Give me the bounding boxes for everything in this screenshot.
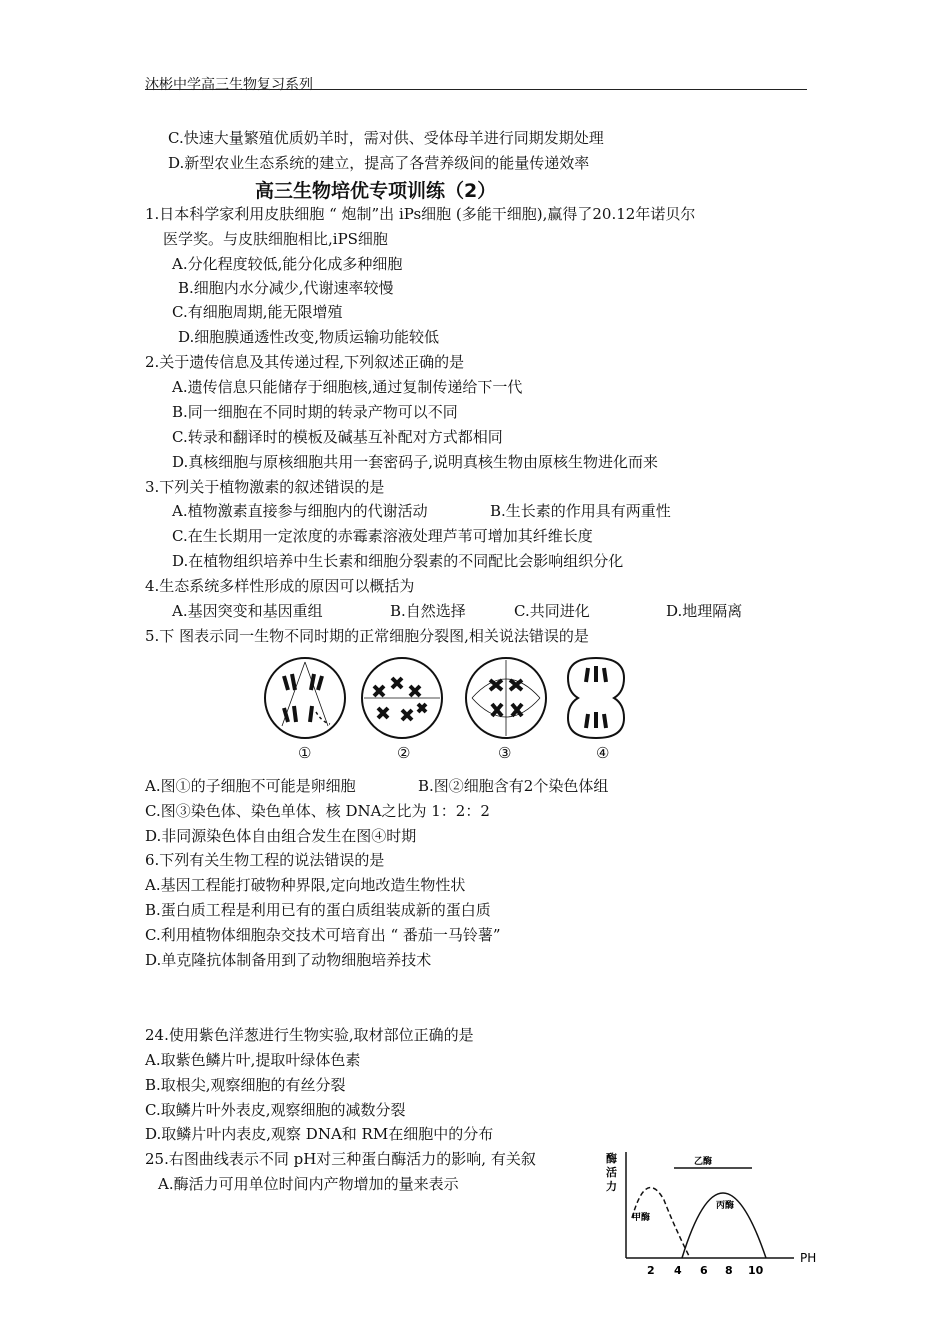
q25-stem: 25.右图曲线表示不同 pH对三种蛋白酶活力的影响, 有关叙 <box>145 1150 536 1168</box>
enzyme-c-label: 丙酶 <box>716 1201 735 1211</box>
q4-option-b: B.自然选择 <box>390 602 466 620</box>
page-title: 高三生物培优专项训练（2） <box>255 180 497 202</box>
q3-option-b: B.生长素的作用具有两重性 <box>490 502 671 520</box>
cell-division-svg <box>262 656 642 766</box>
cell-4-diagram <box>568 658 624 738</box>
q5-option-a: A.图①的子细胞不可能是卵细胞 <box>145 777 356 795</box>
q6-option-b: B.蛋白质工程是利用已有的蛋白质组装成新的蛋白质 <box>145 901 491 919</box>
q1-option-a: A.分化程度较低,能分化成多种细胞 <box>172 255 403 273</box>
q2-option-c: C.转录和翻译时的模板及碱基互补配对方式都相同 <box>172 428 503 446</box>
q3-option-c: C.在生长期用一定浓度的赤霉素溶液处理芦苇可增加其纤维长度 <box>172 527 593 545</box>
y-axis-label-2: 活 <box>606 1166 617 1179</box>
x-tick-6: 6 <box>700 1264 708 1277</box>
enzyme-a-label: 甲酶 <box>632 1213 651 1223</box>
q2-option-d: D.真核细胞与原核细胞共用一套密码子,说明真核生物由原核生物进化而来 <box>172 453 659 471</box>
prev-option-d: D.新型农业生态系统的建立，提高了各营养级间的能量传递效率 <box>168 154 590 172</box>
cell-label-2: ② <box>397 744 411 762</box>
cell-label-4: ④ <box>596 744 610 762</box>
q6-option-a: A.基因工程能打破物种界限,定向地改造生物性状 <box>145 876 466 894</box>
q5-option-d: D.非同源染色体自由组合发生在图④时期 <box>145 827 417 845</box>
x-axis-label: PH <box>800 1251 817 1265</box>
q5-option-b: B.图②细胞含有2个染色体组 <box>418 777 609 795</box>
header-rule <box>145 89 807 90</box>
cell-1-diagram <box>265 658 345 738</box>
x-tick-2: 2 <box>647 1264 655 1277</box>
enzyme-ph-graph <box>604 1148 824 1283</box>
q1-option-c: C.有细胞周期,能无限增殖 <box>172 303 343 321</box>
q4-option-c: C.共同进化 <box>514 602 590 620</box>
cell-2-diagram <box>362 658 442 738</box>
q6-option-d: D.单克隆抗体制备用到了动物细胞培养技术 <box>145 951 432 969</box>
running-header: 沐彬中学高三生物复习系列 <box>145 77 313 93</box>
q6-stem: 6.下列有关生物工程的说法错误的是 <box>145 851 385 869</box>
q5-stem: 5.下 图表示同一生物不同时期的正常细胞分裂图,相关说法错误的是 <box>145 627 589 645</box>
cell-division-figure <box>262 656 642 766</box>
q2-stem: 2.关于遗传信息及其传递过程,下列叙述正确的是 <box>145 353 465 371</box>
cell-label-1: ① <box>298 744 312 762</box>
q24-option-d: D.取鳞片叶内表皮,观察 DNA和 RM在细胞中的分布 <box>145 1125 494 1143</box>
q4-option-a: A.基因突变和基因重组 <box>172 602 323 620</box>
x-tick-10: 10 <box>748 1264 764 1277</box>
q4-option-d: D.地理隔离 <box>666 602 743 620</box>
q4-stem: 4.生态系统多样性形成的原因可以概括为 <box>145 577 415 595</box>
q1-stem-line2: 医学奖。与皮肤细胞相比,iPS细胞 <box>163 230 388 248</box>
q25-option-a: A.酶活力可用单位时间内产物增加的量来表示 <box>158 1175 459 1193</box>
cell-3-diagram <box>466 658 546 738</box>
q24-option-c: C.取鳞片叶外表皮,观察细胞的减数分裂 <box>145 1101 406 1119</box>
q3-stem: 3.下列关于植物激素的叙述错误的是 <box>145 478 385 496</box>
y-axis-label-1: 酶 <box>606 1152 617 1165</box>
q1-stem-line1: 1.日本科学家利用皮肤细胞 “ 炮制”出 iPs细胞 (多能干细胞),赢得了20.12年诺贝尔 <box>145 205 696 223</box>
q24-stem: 24.使用紫色洋葱进行生物实验,取材部位正确的是 <box>145 1026 474 1044</box>
cell-label-3: ③ <box>498 744 512 762</box>
enzyme-graph-svg <box>604 1148 824 1283</box>
q5-option-c: C.图③染色体、染色单体、核 DNA之比为 1：2：2 <box>145 802 490 820</box>
q24-option-a: A.取紫色鳞片叶,提取叶绿体色素 <box>145 1051 361 1069</box>
q2-option-b: B.同一细胞在不同时期的转录产物可以不同 <box>172 403 458 421</box>
q24-option-b: B.取根尖,观察细胞的有丝分裂 <box>145 1076 346 1094</box>
q2-option-a: A.遗传信息只能储存于细胞核,通过复制传递给下一代 <box>172 378 523 396</box>
x-tick-8: 8 <box>725 1264 733 1277</box>
q1-option-b: B.细胞内水分减少,代谢速率较慢 <box>178 279 394 297</box>
q1-option-d: D.细胞膜通透性改变,物质运输功能较低 <box>178 328 440 346</box>
q6-option-c: C.利用植物体细胞杂交技术可培育出 “ 番茄一马铃薯” <box>145 926 501 944</box>
q3-option-d: D.在植物组织培养中生长素和细胞分裂素的不同配比会影响组织分化 <box>172 552 624 570</box>
y-axis-label-3: 力 <box>606 1180 617 1193</box>
x-tick-4: 4 <box>674 1264 682 1277</box>
prev-option-c: C.快速大量繁殖优质奶羊时，需对供、受体母羊进行同期发期处理 <box>168 129 604 147</box>
q3-option-a: A.植物激素直接参与细胞内的代谢活动 <box>172 502 428 520</box>
enzyme-b-label: 乙酶 <box>694 1157 713 1167</box>
